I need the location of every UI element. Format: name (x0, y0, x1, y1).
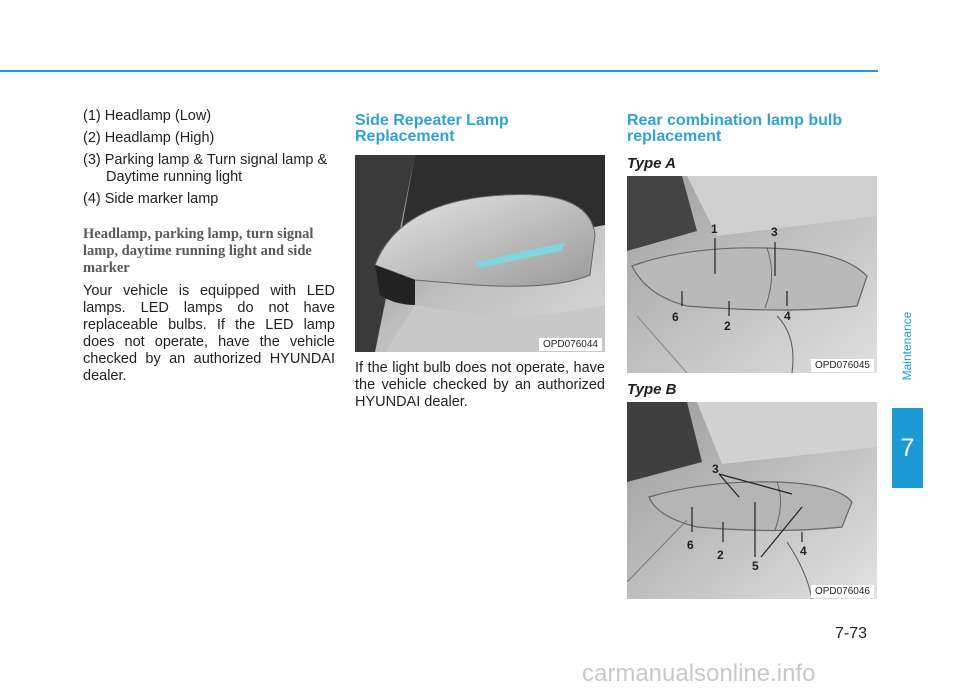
callout-label: 1 (711, 222, 718, 236)
column-middle (355, 108, 605, 411)
side-repeater-body-text: If the light bulb does not operate, have the vehicle checked by an authorized HYUNDAI dealer. (355, 360, 605, 410)
callout-label: 5 (752, 559, 759, 573)
list-item: (3) Parking lamp & Turn signal lamp & Daytime running light (83, 152, 328, 185)
column-left (83, 108, 335, 385)
figure-code: OPD076045 (811, 359, 874, 372)
callout-label: 2 (717, 548, 724, 562)
page-number: 7-73 (835, 625, 868, 642)
section-tab: 7 (892, 408, 923, 488)
type-a-label: Type A (627, 155, 676, 172)
lamp-list (83, 108, 335, 208)
column-right (627, 108, 878, 599)
list-item: (2) Headlamp (High) (83, 130, 215, 146)
callout-label: 2 (724, 319, 731, 333)
rear-lamp-type-a-illustration (627, 176, 877, 373)
type-a-figure (627, 176, 877, 373)
list-item: (4) Side marker lamp (83, 191, 219, 207)
callout-label: 3 (712, 462, 719, 476)
section-side-label: Maintenance (900, 311, 914, 381)
type-b-label: Type B (627, 381, 677, 398)
callout-label: 4 (800, 544, 807, 558)
callout-label: 6 (687, 538, 694, 552)
rear-lamp-type-b-illustration (627, 402, 877, 599)
top-rule (0, 70, 878, 72)
type-b-figure (627, 402, 877, 599)
watermark: carmanualsonline.info (582, 660, 816, 687)
callout-label: 4 (784, 309, 791, 323)
callout-label: 3 (771, 225, 778, 239)
headlamp-subheading: Headlamp, parking lamp, turn signal lamp, daytime running light and side marker (83, 226, 314, 276)
side-repeater-figure (355, 155, 605, 352)
list-item: (1) Headlamp (Low) (83, 108, 212, 124)
headlamp-body-text: Your vehicle is equipped with LED lamps. LED lamps do not have replaceable bulbs. If the LED lamp does not operate, have the vehicle checked by an authorized HYUNDAI dealer. (83, 283, 335, 384)
figure-code: OPD076044 (539, 338, 602, 351)
figure-code: OPD076046 (811, 585, 874, 598)
rear-combination-title: Rear combination lamp bulb replacement (627, 112, 843, 145)
callout-label: 6 (672, 310, 679, 324)
side-repeater-title: Side Repeater Lamp Replacement (355, 112, 509, 145)
side-mirror-illustration (355, 155, 605, 352)
